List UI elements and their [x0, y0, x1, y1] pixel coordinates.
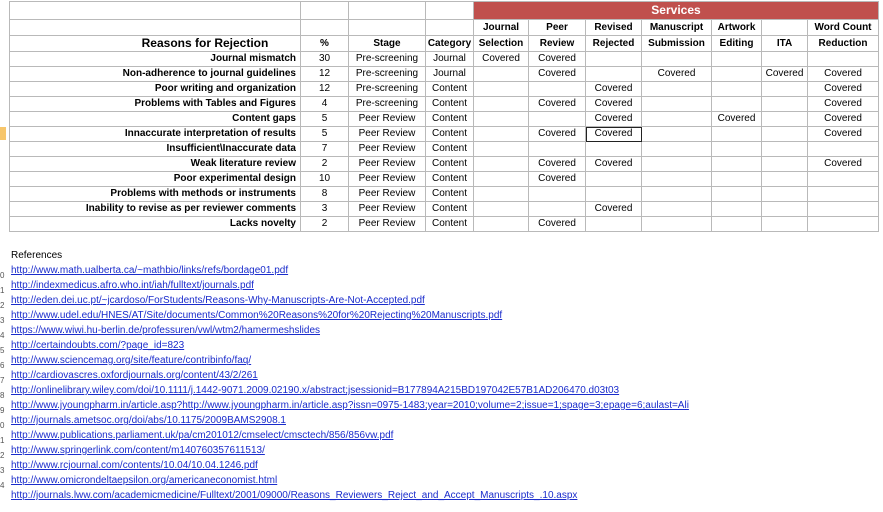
category-cell[interactable]: Content	[426, 127, 474, 142]
reason-cell[interactable]: Inability to revise as per reviewer comments	[10, 202, 301, 217]
empty-cell[interactable]	[349, 20, 426, 36]
service-cell[interactable]	[529, 112, 586, 127]
reason-cell[interactable]: Problems with Tables and Figures	[10, 97, 301, 112]
reference-link[interactable]: http://indexmedicus.afro.who.int/iah/fulltext/journals.pdf	[11, 280, 254, 291]
row-number[interactable]: 1	[0, 436, 5, 445]
reference-link[interactable]: http://www.publications.parliament.uk/pa/cm201012/cmselect/cmsctech/856/856vw.pdf	[11, 430, 394, 441]
table-row	[10, 82, 879, 97]
service-cell[interactable]: Covered	[529, 157, 586, 172]
service-cell[interactable]	[808, 217, 879, 232]
rejection-table	[9, 1, 879, 232]
pct-cell[interactable]: 5	[301, 112, 349, 127]
stage-cell[interactable]: Peer Review	[349, 142, 426, 157]
service-cell[interactable]	[642, 157, 712, 172]
reference-link[interactable]: http://www.omicrondeltaepsilon.org/americaneconomist.html	[11, 475, 278, 486]
reason-cell[interactable]: Non-adherence to journal guidelines	[10, 67, 301, 82]
service-cell[interactable]	[762, 52, 808, 67]
category-cell[interactable]: Content	[426, 112, 474, 127]
services-header[interactable]: Services	[474, 2, 879, 20]
service-header-top[interactable]: Journal	[474, 20, 529, 36]
service-header-top[interactable]: Peer	[529, 20, 586, 36]
reason-cell[interactable]: Innaccurate interpretation of results	[10, 127, 301, 142]
service-header-bottom[interactable]: Submission	[642, 36, 712, 52]
service-cell[interactable]: Covered	[586, 202, 642, 217]
reference-link[interactable]: http://www.sciencemag.org/site/feature/contribinfo/faq/	[11, 355, 252, 366]
service-cell[interactable]	[808, 172, 879, 187]
category-cell[interactable]: Content	[426, 187, 474, 202]
row-number[interactable]: 3	[0, 316, 5, 325]
service-header-top[interactable]: Revised	[586, 20, 642, 36]
service-cell[interactable]	[808, 187, 879, 202]
service-cell[interactable]: Covered	[762, 67, 808, 82]
service-cell[interactable]	[712, 67, 762, 82]
reference-link[interactable]: http://onlinelibrary.wiley.com/doi/10.1111/j.1442-9071.2009.02190.x/abstract;jsessionid=B177894A215BD197042E57B1AD206470.d03t03	[11, 385, 620, 396]
table-row	[10, 202, 879, 217]
table-row	[10, 187, 879, 202]
service-cell[interactable]: Covered	[808, 112, 879, 127]
row-number[interactable]: 4	[0, 331, 5, 340]
category-cell[interactable]: Content	[426, 142, 474, 157]
service-cell[interactable]	[712, 82, 762, 97]
service-header-top[interactable]: Manuscript	[642, 20, 712, 36]
service-cell[interactable]	[586, 142, 642, 157]
references-title: References	[11, 250, 63, 261]
table-row	[10, 52, 879, 67]
reference-link[interactable]: http://certaindoubts.com/?page_id=823	[11, 340, 185, 351]
stage-cell[interactable]: Peer Review	[349, 112, 426, 127]
service-cell[interactable]	[712, 217, 762, 232]
service-cell[interactable]: Covered	[529, 217, 586, 232]
stage-cell[interactable]: Pre-screening	[349, 67, 426, 82]
service-cell[interactable]	[529, 187, 586, 202]
service-cell[interactable]	[712, 127, 762, 142]
stage-cell[interactable]: Peer Review	[349, 217, 426, 232]
service-cell[interactable]	[642, 112, 712, 127]
service-cell[interactable]	[586, 67, 642, 82]
service-cell[interactable]	[762, 127, 808, 142]
table-row	[10, 112, 879, 127]
row-number[interactable]: 2	[0, 301, 5, 310]
row-header-gutter	[0, 0, 9, 512]
service-cell[interactable]	[474, 187, 529, 202]
service-cell[interactable]	[762, 217, 808, 232]
empty-cell[interactable]	[301, 20, 349, 36]
service-cell[interactable]	[474, 127, 529, 142]
reference-link[interactable]: http://www.udel.edu/HNES/AT/Site/documents/Common%20Reasons%20for%20Rejecting%20Manuscripts.pdf	[11, 310, 503, 321]
reference-link[interactable]: http://www.jyoungpharm.in/article.asp?http://www.jyoungpharm.in/article.asp?issn=0975-1483;year=2010;volume=2;issue=1;spage=3;epage=6;aulast=Ali	[11, 400, 689, 411]
service-cell[interactable]	[642, 52, 712, 67]
reference-link[interactable]: http://www.springerlink.com/content/m140760357611513/	[11, 445, 265, 456]
references-list	[11, 263, 689, 503]
service-cell[interactable]	[586, 172, 642, 187]
table-row	[10, 142, 879, 157]
service-cell[interactable]	[529, 202, 586, 217]
table-row	[10, 217, 879, 232]
service-header-bottom[interactable]: Reduction	[808, 36, 879, 52]
stage-cell[interactable]: Pre-screening	[349, 97, 426, 112]
service-cell[interactable]: Covered	[808, 127, 879, 142]
stage-cell[interactable]: Peer Review	[349, 187, 426, 202]
service-cell[interactable]	[712, 172, 762, 187]
service-cell[interactable]	[474, 157, 529, 172]
empty-cell[interactable]	[426, 20, 474, 36]
pct-cell[interactable]: 5	[301, 127, 349, 142]
service-cell[interactable]	[642, 217, 712, 232]
pct-cell[interactable]: 2	[301, 157, 349, 172]
reference-link[interactable]: http://eden.dei.uc.pt/~jcardoso/ForStudents/Reasons-Why-Manuscripts-Are-Not-Accepted.pdf	[11, 295, 425, 306]
pct-cell[interactable]: 30	[301, 52, 349, 67]
table-row	[10, 157, 879, 172]
empty-cell[interactable]	[10, 20, 301, 36]
category-cell[interactable]: Journal	[426, 67, 474, 82]
service-cell[interactable]: Covered	[586, 82, 642, 97]
service-cell[interactable]	[642, 82, 712, 97]
stage-cell[interactable]: Peer Review	[349, 127, 426, 142]
service-cell[interactable]	[712, 202, 762, 217]
service-cell[interactable]	[642, 142, 712, 157]
pct-cell[interactable]: 12	[301, 67, 349, 82]
reason-cell[interactable]: Poor experimental design	[10, 172, 301, 187]
row-number[interactable]: 4	[0, 481, 5, 490]
pct-header[interactable]: %	[301, 36, 349, 52]
service-cell[interactable]	[474, 67, 529, 82]
service-cell[interactable]	[762, 202, 808, 217]
table-row	[10, 127, 879, 142]
service-cell[interactable]: Covered	[529, 52, 586, 67]
row-number[interactable]: 6	[0, 361, 5, 370]
pct-cell[interactable]: 12	[301, 82, 349, 97]
stage-cell[interactable]: Peer Review	[349, 157, 426, 172]
reason-header[interactable]: Reasons for Rejection	[10, 36, 301, 52]
category-cell[interactable]: Content	[426, 157, 474, 172]
service-header-top[interactable]: Word Count	[808, 20, 879, 36]
service-cell[interactable]	[642, 172, 712, 187]
service-cell[interactable]: Covered	[586, 127, 642, 142]
reference-link[interactable]: http://www.math.ualberta.ca/~mathbio/links/refs/bordage01.pdf	[11, 265, 289, 276]
service-cell[interactable]	[474, 217, 529, 232]
pct-cell[interactable]: 3	[301, 202, 349, 217]
empty-cell[interactable]	[349, 2, 426, 20]
service-cell[interactable]: Covered	[808, 97, 879, 112]
category-cell[interactable]: Content	[426, 217, 474, 232]
service-cell[interactable]	[712, 52, 762, 67]
reference-link[interactable]: http://journals.ametsoc.org/doi/abs/10.1175/2009BAMS2908.1	[11, 415, 286, 426]
service-cell[interactable]	[642, 127, 712, 142]
stage-cell[interactable]: Peer Review	[349, 202, 426, 217]
row-number[interactable]: 8	[0, 391, 5, 400]
service-cell[interactable]	[808, 202, 879, 217]
service-cell[interactable]: Covered	[529, 97, 586, 112]
service-header-bottom[interactable]: Rejected	[586, 36, 642, 52]
reason-cell[interactable]: Insufficient\Inaccurate data	[10, 142, 301, 157]
service-cell[interactable]	[712, 187, 762, 202]
service-cell[interactable]	[808, 142, 879, 157]
service-cell[interactable]: Covered	[529, 127, 586, 142]
service-cell[interactable]	[712, 157, 762, 172]
empty-cell[interactable]	[426, 2, 474, 20]
service-cell[interactable]: Covered	[529, 172, 586, 187]
reason-cell[interactable]: Poor writing and organization	[10, 82, 301, 97]
service-cell[interactable]: Covered	[808, 157, 879, 172]
service-cell[interactable]	[474, 97, 529, 112]
pct-cell[interactable]: 8	[301, 187, 349, 202]
service-header-bottom[interactable]: Editing	[712, 36, 762, 52]
service-cell[interactable]	[586, 217, 642, 232]
stage-cell[interactable]: Pre-screening	[349, 52, 426, 67]
empty-cell[interactable]	[301, 2, 349, 20]
stage-cell[interactable]: Peer Review	[349, 172, 426, 187]
service-cell[interactable]	[586, 187, 642, 202]
stage-header[interactable]: Stage	[349, 36, 426, 52]
service-cell[interactable]	[712, 142, 762, 157]
row-number[interactable]: 0	[0, 421, 5, 430]
row-number[interactable]: 7	[0, 376, 5, 385]
reference-link[interactable]: http://journals.lww.com/academicmedicine/Fulltext/2001/09000/Reasons_Reviewers_Reject_and_Accept_Manuscripts_.10.aspx	[11, 490, 578, 501]
reason-cell[interactable]: Problems with methods or instruments	[10, 187, 301, 202]
row-number[interactable]: 3	[0, 466, 5, 475]
category-cell[interactable]: Content	[426, 172, 474, 187]
service-cell[interactable]	[762, 172, 808, 187]
service-cell[interactable]	[712, 97, 762, 112]
service-cell[interactable]	[474, 172, 529, 187]
service-cell[interactable]	[808, 52, 879, 67]
service-header-top[interactable]	[762, 20, 808, 36]
table-row	[10, 97, 879, 112]
service-cell[interactable]	[762, 82, 808, 97]
category-cell[interactable]: Content	[426, 97, 474, 112]
service-header-bottom[interactable]: Review	[529, 36, 586, 52]
service-cell[interactable]: Covered	[529, 67, 586, 82]
service-cell[interactable]: Covered	[808, 82, 879, 97]
pct-cell[interactable]: 10	[301, 172, 349, 187]
category-cell[interactable]: Content	[426, 202, 474, 217]
service-cell[interactable]: Covered	[586, 157, 642, 172]
service-cell[interactable]	[762, 142, 808, 157]
pct-cell[interactable]: 7	[301, 142, 349, 157]
category-cell[interactable]: Journal	[426, 52, 474, 67]
service-header-bottom[interactable]: ITA	[762, 36, 808, 52]
service-cell[interactable]: Covered	[712, 112, 762, 127]
reason-cell[interactable]: Content gaps	[10, 112, 301, 127]
service-cell[interactable]	[762, 112, 808, 127]
category-cell[interactable]: Content	[426, 82, 474, 97]
table-row	[10, 67, 879, 82]
reference-link[interactable]: http://cardiovascres.oxfordjournals.org/content/43/2/261	[11, 370, 258, 381]
row-number[interactable]: 2	[0, 451, 5, 460]
service-cell[interactable]: Covered	[642, 67, 712, 82]
selected-row-marker	[0, 127, 6, 140]
stage-cell[interactable]: Pre-screening	[349, 82, 426, 97]
service-header-bottom[interactable]: Selection	[474, 36, 529, 52]
pct-cell[interactable]: 4	[301, 97, 349, 112]
service-cell[interactable]	[642, 97, 712, 112]
pct-cell[interactable]: 2	[301, 217, 349, 232]
reason-cell[interactable]: Weak literature review	[10, 157, 301, 172]
service-cell[interactable]	[586, 52, 642, 67]
reason-cell[interactable]: Lacks novelty	[10, 217, 301, 232]
service-cell[interactable]	[529, 142, 586, 157]
service-cell[interactable]	[762, 157, 808, 172]
service-cell[interactable]	[762, 187, 808, 202]
empty-cell[interactable]	[10, 2, 301, 20]
service-cell[interactable]	[642, 187, 712, 202]
row-number[interactable]: 0	[0, 271, 5, 280]
reason-cell[interactable]: Journal mismatch	[10, 52, 301, 67]
service-cell[interactable]	[474, 112, 529, 127]
service-cell[interactable]: Covered	[808, 67, 879, 82]
service-header-top[interactable]: Artwork	[712, 20, 762, 36]
service-cell[interactable]	[474, 142, 529, 157]
service-cell[interactable]: Covered	[474, 52, 529, 67]
reference-link[interactable]: https://www.wiwi.hu-berlin.de/professuren/vwl/wtm2/hamermeshslides	[11, 325, 321, 336]
service-cell[interactable]	[762, 97, 808, 112]
service-cell[interactable]	[642, 202, 712, 217]
references-section	[11, 248, 689, 503]
row-number[interactable]: 9	[0, 406, 5, 415]
service-cell[interactable]	[529, 82, 586, 97]
row-number[interactable]: 5	[0, 346, 5, 355]
service-cell[interactable]	[474, 82, 529, 97]
service-cell[interactable]: Covered	[586, 97, 642, 112]
service-cell[interactable]	[474, 202, 529, 217]
service-cell[interactable]: Covered	[586, 112, 642, 127]
table-row	[10, 172, 879, 187]
reference-link[interactable]: http://www.rcjournal.com/contents/10.04/10.04.1246.pdf	[11, 460, 258, 471]
row-number[interactable]: 1	[0, 286, 5, 295]
category-header[interactable]: Category	[426, 36, 474, 52]
